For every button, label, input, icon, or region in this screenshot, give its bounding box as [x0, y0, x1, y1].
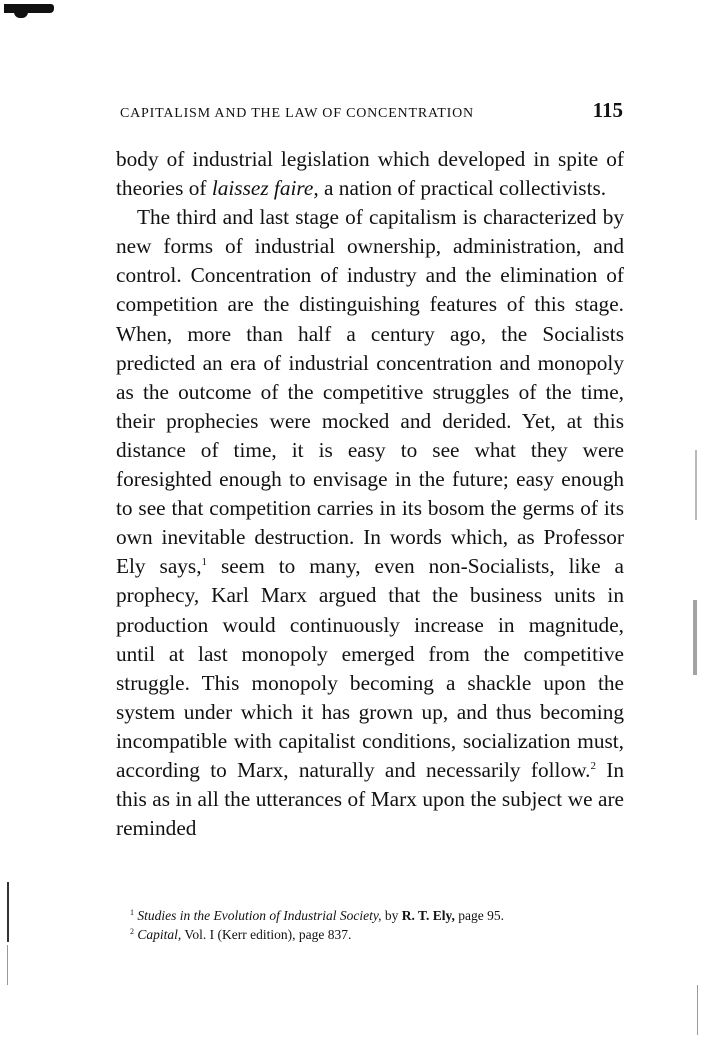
paragraph-1-text-a: body of industrial legislation which developed in spite of theories of	[116, 147, 624, 201]
paragraph-2-text-c: In this as in all the utterances of Marx upon the subject we are reminded	[116, 757, 624, 841]
paragraph-2-text-b: seem to many, even non-Socialists, like a prophecy, Karl Marx argued that the business units in production would continuously increase in magnitude, until at last monopoly emerged from the competitive struggle. This monopoly becoming a shackle upon the system under which it has grown up, and thus becoming incompatible with capitalist conditions, socialization must, according to Marx, naturally and necessarily follow.	[116, 554, 624, 782]
footnote-1-title: Studies in the Evolution of Industrial Society,	[137, 908, 382, 923]
footnote-ref-1: 1	[201, 556, 208, 569]
footnotes	[116, 906, 624, 944]
paragraph-1	[116, 145, 624, 203]
left-edge-line	[7, 882, 9, 942]
paragraph-1-text-b: a nation of practical collectivists.	[318, 176, 607, 201]
body-text	[116, 145, 624, 843]
running-title: CAPITALISM AND THE LAW OF CONCENTRATION	[120, 106, 474, 121]
footnote-1-page: page 95.	[454, 908, 504, 923]
right-edge-line	[697, 985, 698, 1035]
left-edge-dots	[7, 945, 8, 985]
footnote-1	[116, 906, 624, 925]
right-edge-speckle-2	[693, 600, 697, 675]
page-number: 115	[592, 98, 623, 122]
page-header	[120, 98, 623, 128]
footnote-1-mark: 1	[130, 908, 134, 917]
footnote-1-author: R. T. Ely,	[401, 908, 455, 923]
footnote-2-title: Capital,	[137, 927, 182, 942]
footnote-2-rest: Vol. I (Kerr edition), page 837.	[181, 927, 352, 942]
paragraph-2-text-a: The third and last stage of capitalism is characterized by new forms of industrial ownership, administration, and control. Concentration of industry and the elimination of competition are the distinguishing features of this stage. When, more than half a century ago, the Socialists predicted an era of industrial concentration and monopoly as the outcome of the competitive struggles of the time, their prophecies were mocked and derided. Yet, at this distance of time, it is easy to see what they were foresighted enough to envisage in the future; easy enough to see that competition carries in its bosom the germs of its own inevitable destruction. In words which, as Professor Ely says,	[116, 205, 624, 579]
footnote-2	[116, 925, 624, 944]
footnote-2-mark: 2	[130, 927, 134, 936]
paragraph-2	[116, 203, 624, 843]
right-edge-speckle-1	[695, 450, 697, 520]
scan-artifact-mark	[4, 4, 54, 13]
footnote-ref-2: 2	[590, 759, 596, 772]
footnote-1-by: by	[381, 908, 402, 923]
laissez-faire-phrase: laissez faire,	[211, 176, 319, 201]
